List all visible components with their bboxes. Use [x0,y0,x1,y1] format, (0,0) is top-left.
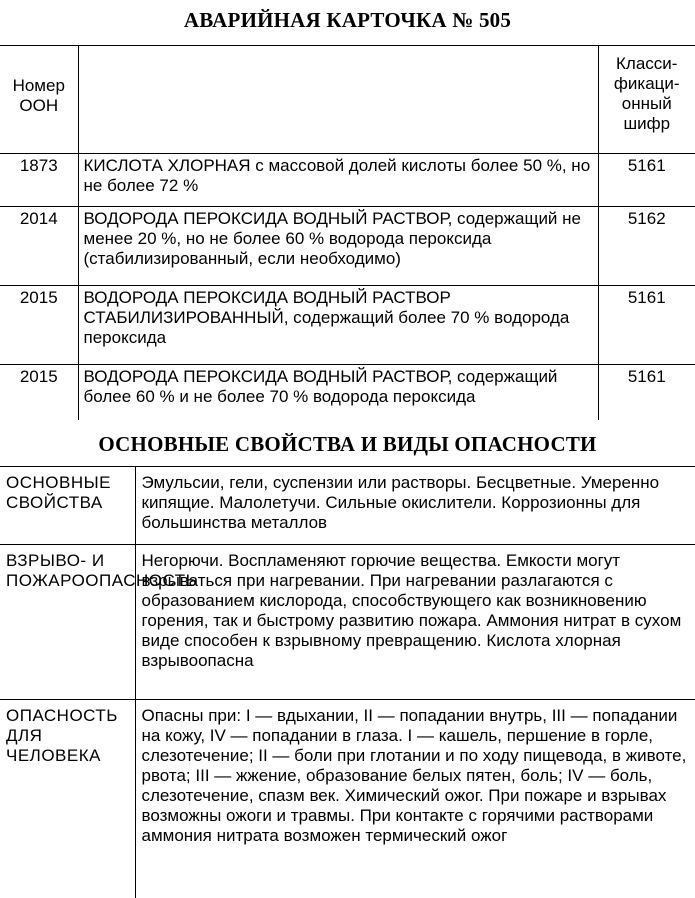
property-label-basic: ОСНОВНЫЕ СВОЙСТВА [0,467,135,545]
substance-name-cell [78,365,598,420]
substance-name-caps: ВОДОРОДА ПЕРОКСИДА ВОДНЫЙ РАСТВОР СТАБИЛИЗИРОВАННЫЙ [83,288,451,327]
properties-table [0,466,695,898]
card-title: АВАРИЙНАЯ КАРТОЧКА № 505 [183,8,512,32]
substance-name-caps: КИСЛОТА ХЛОРНАЯ [83,156,251,175]
property-label-human-hazard: ОПАСНОСТЬ ДЛЯ ЧЕЛОВЕКА [0,700,135,898]
table-row [0,286,695,365]
property-text-human-hazard: Опасны при: I — вдыхании, II — попадании внутрь, III — попадании на кожу, IV — попадании в глаза. I — кашель, першение в горле, слезотечение; II — боли при глотании и по ходу пищевода, в животе, рвота; III — жжение, образование белых пятен, боль; IV — боль, слезотечение, спазм век. Химический ожог. При пожаре и взрывах возможны ожоги и травмы. При контакте с горячими растворами аммония нитрата возможен термический ожог [135,700,695,898]
section-title: ОСНОВНЫЕ СВОЙСТВА И ВИДЫ ОПАСНОСТИ [98,432,597,456]
substances-table [0,45,695,420]
un-number-cell: 2015 [0,286,78,365]
property-row [0,467,695,545]
property-text-fire-explosion: Негорючи. Воспламеняют горючие вещества. Емкости могут взрываться при нагревании. При нагревании разлагаются с образованием кислорода, способствующего как возникновению горения, так и быстрому развитию пожара. Аммония нитрат в сухом виде способен к взрывному превращению. Кислота хлорная взрывоопасна [135,545,695,700]
substance-name-cell [78,154,598,207]
table-header-row [0,46,695,154]
classification-code-cell: 5161 [598,154,695,207]
property-row [0,545,695,700]
substance-name-rest: с массовой долей кислоты более 50 %, но не более 72 % [83,156,591,195]
classification-code-cell: 5162 [598,207,695,286]
property-row [0,700,695,898]
property-text-basic: Эмульсии, гели, суспензии или растворы. Бесцветные. Умеренно кипящие. Малолетучи. Сильные окислители. Коррозионны для большинства металлов [135,467,695,545]
header-classification-code: Класси-фикаци-онный шифр [598,46,695,154]
table-row [0,154,695,207]
classification-code-cell: 5161 [598,286,695,365]
table-row [0,365,695,420]
classification-code-cell: 5161 [598,365,695,420]
un-number-cell: 1873 [0,154,78,207]
substance-name-rest: , содержащий не менее 20 %, но не более 60 % водорода пероксида (стабилизированный, если необходимо) [83,209,581,268]
substance-name-cell [78,286,598,365]
un-number-cell: 2015 [0,365,78,420]
substance-name-rest: , содержащий более 60 % и не более 70 % водорода пероксида [83,367,558,406]
property-label-fire-explosion: ВЗРЫВО- И ПОЖАРООПАСНОСТЬ [0,545,135,700]
header-un-number-label: Номер ООН [12,75,65,115]
substance-name-caps: ВОДОРОДА ПЕРОКСИДА ВОДНЫЙ РАСТВОР [83,209,448,228]
substance-name-rest: , содержащий более 70 % водорода пероксида [83,308,570,347]
un-number-cell: 2014 [0,207,78,286]
substance-name-cell [78,207,598,286]
header-un-number [0,46,78,154]
substance-name-caps: ВОДОРОДА ПЕРОКСИДА ВОДНЫЙ РАСТВОР [83,367,448,386]
table-row [0,207,695,286]
header-name [78,46,598,154]
